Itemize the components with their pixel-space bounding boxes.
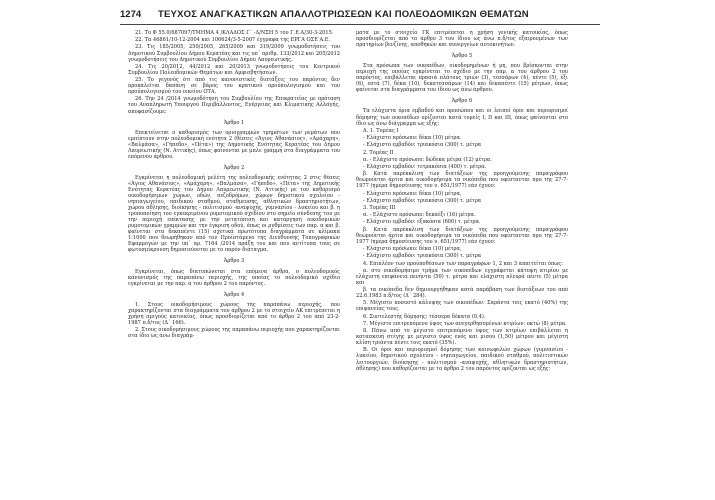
paragraph: 23. Τις 185/2005, 250/2005, 265/2009 και 319/2009 γνωμοδοτήσεις του Δημοτικού Συμβουλίου Δήμου Κερατέας και τις υπ΄ αριθμ. 133/2012 και 205/2012 γνωμοδοτήσεις του Δημοτικού Συμβουλίου Δήμου Λαυρεωτικής. — [128, 44, 340, 63]
paragraph: 21. Το Φ 55.0/687097/ΤΜΗΜΑ 4 /ΚΛΑΔΟΣ Γ΄ -Δ/ΝΣΗ 5 του Γ.Ε.Α/30-3-2015. — [135, 30, 334, 36]
article-heading: Άρθρο 2 — [223, 164, 245, 171]
article-heading: Άρθρο 3 — [223, 258, 245, 265]
paragraph: α. - Ελάχιστο πρόσωπο: δώδεκα μέτρα (12) μέτρα. — [363, 156, 492, 163]
paragraph: α. - Ελάχιστο πρόσωπο: δεκαέξι (16) μέτρα. — [363, 212, 476, 219]
paragraph: 3. Τομέας III — [363, 205, 396, 211]
page-number: 1274 — [120, 9, 142, 20]
right-column — [356, 30, 568, 373]
paragraph: - Ελάχιστο πρόσωπο: δέκα (10) μέτρα. — [363, 135, 462, 142]
paragraph: - Ελάχιστο εμβαδόν: τριακόσια (300) τ. μέτρα — [363, 197, 482, 204]
article-heading: Άρθρο 1 — [223, 119, 245, 126]
paragraph: Τα ελάχιστα όρια εμβαδού και προσώπου και οι λοιποί όροι και περιορισμοί δόμησης των οικοπέδων ορίζονται κατά τομείς I, II και III, όπως φαίνονται στο ίδιο ως άνω διάγραμμα ως εξής: — [356, 108, 568, 127]
paragraph: 25. Το γεγονός ότι από τις κανονιστικές διατάξεις του παρόντος δεν προκαλείται δαπάνη σε βάρος του κρατικού προϋπολογισμού και του προϋπολογισμού του οικείου ΟΤΑ. — [128, 77, 340, 96]
paragraph: 26. Την 24 /2014 γνωμοδότηση του Συμβουλίου της Επικρατείας με πρόταση του Αναπληρωτή Υπουργού Περιβάλλοντος, Ενέργειας και Κλιματικής Αλλαγής, αποφασίζουμε: — [128, 96, 340, 115]
paragraph: 1. Στους οικοδομήσιμους χώρους της παραπάνω περιοχής, που χαρακτηρίζονται στα διαγράμματα του άρθρου 2 με το στοιχείο ΑΚ επιτρέπεται η χρήση αμιγούς κατοικίας, όπως προσδιορίζεται από το άρθρο 2 του από 23-2-1987 π.δ/τος (Δ΄ 166). — [128, 301, 340, 326]
gazette-title: ΤΕΥΧΟΣ ΑΝΑΓΚΑΣΤΙΚΩΝ ΑΠΑΛΛΟΤΡΙΩΣΕΩΝ ΚΑΙ ΠΟΛΕΟΔΟΜΙΚΩΝ ΘΕΜΑΤΩΝ — [158, 9, 529, 20]
paragraph: 8. Πάνω από το μέγιστο επιτρεπόμενο ύψος των κτιρίων επιβάλλεται η κατασκευή στέγης με μέγιστο ύψος ενός και μισού (1,50) μέτρου και μέγιστη κλίση τριάντα πέντε τοις εκατό (35%). — [356, 328, 568, 347]
paragraph: 22. Τα 46861/10-12-2004 και 106624/3-5-2007 έγγραφα της ΕΡΓΑ ΟΣΕ Α.Ε. — [135, 37, 331, 44]
paragraph: 4. Επιπλέον των προϋποθέσεων των παραγράφων 1, 2 και 3 απαιτείται όπως: — [363, 260, 563, 267]
paragraph: β. Κατά παρέκκλιση των διατάξεων της προηγούμενης παραγράφου θεωρούνται άρτια και οικοδομήσιμα τα οικόπεδα που υφίστανται προ της 27-7-1977 (ημέρα δημοσίευσης του ν. 651/1977) εάν έχουν: — [356, 226, 568, 245]
paragraph: - Ελάχιστο εμβαδόν: τετρακόσια (400) τ. μέτρα. — [363, 163, 487, 170]
article-heading: Άρθρο 6 — [451, 98, 473, 105]
paragraph: 24. Τις 20/2012, 44/2012 και 20/2013 γνωμοδοτήσεις του Κεντρικού Συμβουλίου Πολεοδομικών Θεμάτων και Αμφισβητήσεων. — [128, 63, 340, 76]
paragraph: 2. Τομέας II — [363, 149, 394, 156]
paragraph: β. Κατά παρέκκλιση των διατάξεων της προηγούμενης παραγράφου θεωρούνται άρτια και οικοδομήσιμα τα οικόπεδα που υφίστανται προ της 27-7-1977 (ημέρα δημοσίευσης του ν. 651/1977) εάν έχουν: — [356, 171, 568, 190]
left-column — [128, 30, 340, 340]
paragraph: 2. Στους οικοδομήσιμους χώρους της παραπάνω περιοχής που χαρακτηρίζονται στα ίδιο ως άνω διαγράμ- — [128, 327, 340, 340]
article-heading: Άρθρο 4 — [223, 291, 245, 298]
paragraph: Β. Οι όροι και περιορισμοί δόμησης των κοινωφελών χώρων (γυμνασίου - λυκείου, δημοτικού σχολείου - νηπιαγωγείου, παιδικού σταθμού, πολιτιστικών λειτουργιών, διοίκησης - πολιτισμού -αναψυχής, αθλητικών δραστηριοτήτων, άθλησης) που καθορίζονται με το άρθρο 2 του παρόντος ορίζονται ως εξής: — [356, 347, 568, 372]
paragraph: - Ελάχιστο πρόσωπο: δέκα (10) μέτρα, — [363, 190, 462, 197]
paragraph: Εγκρίνεται η πολεοδομική μελέτη της πολεοδομικής ενότητας 2 στις θέσεις «Άγιος Αθανάσιος», «Αμάχαρη», «Βαλμάσα», «Γήπεδο», «Πέτα» της Δημοτικής Ενότητας Κερατέας του Δήμου Λαυρεωτικής (Ν. Αττικής) με τον καθορισμό οικοδομήσιμων χώρων, οδών, πεζοδρόμων, χώρων δημοτικού σχολείου - νηπιαγωγείου, παιδικού σταθμού, σταθμευσης, αθλητικών δραστηριοτήτων, χώρου άθλησης, διοίκησης - πολιτισμού -αναψυχής, γυμνασίου - λυκείου και β. η τροποποίηση του εγκεκριμένου ρυμοτομικού σχεδίου στο σημείο σύνδεσης του με την περιοχή επέκτασης με την μετατόπιση και κατάργηση οικοδομικών ρυμοτομικών γραμμών και την έγκριση οδού, όπως οι ρυθμίσεις των παρ. α και β. φαίνεται στα δεκαπέντε (15) σχετικά πρωτότυπα διαγράμματα σε κλίμακα 1:1000 που θεωρήθηκαν από τον Προϊστάμενο της Διεύθυνσης Τοπογραφικών Εφαρμογών με την υπ΄ αρ. 7164 /2014 πράξη του και που αντίτυπα τους σε φωτοσμίκρυνση δημοσιεύονται με το παρόν διάταγμα. — [128, 174, 340, 254]
paragraph: β. τα οικόπεδα δεν δημιουργήθηκαν κατά παράβαση των διατάξεων του από 22.6.1983 π.δ/τος (Δ΄ 284). — [356, 287, 568, 300]
paragraph: - Ελάχιστο πρόσωπο: δέκα (10) μέτρα, — [363, 246, 462, 253]
page-header — [120, 8, 600, 25]
paragraph: 6. Συντελεστής δόμησης: τέσσερα δέκατα (0,4). — [363, 313, 486, 320]
paragraph: α. στο οικοδομήσιμο τμήμα των οικοπέδων εγγράφεται κάτοψη κτιρίου με ελάχιστη επιφάνεια πενήντα (50) τ. μέτρα και ελάχιστη πλευρά πέντε (5) μέτρα και — [356, 267, 568, 286]
paragraph: Στα πρόσωπα των οικοπέδων, οικοδομημένων ή μη, που βρίσκονται στην περιοχή της οποίας εγκρίνεται το σχέδιο με την παρ. α του άρθρου 2 του παρόντος, επιβάλλεται πρασιά πλάτους τριών (3), τεσσάρων (4), πέντε (5), έξι (6), επτά (7), δέκα (10), δεκατεσσάρων (14) και δεκαπέντε (15) μέτρων, όπως φαίνεται στα διαγράμματα του ίδιου ως άνω άρθρου. — [356, 63, 568, 94]
paragraph: - Ελάχιστο εμβαδόν: τριακόσια (300) τ. μέτρα — [363, 142, 482, 149]
paragraph: - Ελάχιστο εμβαδόν: τριακόσια (300) τ. μέτρα — [363, 253, 482, 260]
paragraph: Α. 1. Τομέας I — [363, 127, 399, 134]
paragraph: ματα με το στοιχείο ΓΚ επιτρέπεται η χρήση γενικής κατοικίας, όπως προσδιορίζεται από το άρθρο 3 του ίδιου ως άνω π.δ/τος εξαιρουμένων των πρατηρίων βενζίνης, αποθηκών και συνεργείων αυτοκινήτων. — [356, 30, 568, 49]
article-heading: Άρθρο 5 — [451, 53, 473, 60]
paragraph: - Ελάχιστο εμβαδόν: εξακόσια (600) τ. μέτρα. — [363, 219, 481, 226]
paragraph: Εγκρίνεται, όπως διατυπώνεται στα επόμενα άρθρα, ο πολεοδομικός κανονισμός της παραπάνω περιοχής, της οποίας το πολεοδομικό σχέδιο εγκρίνεται με την παρ. α του άρθρου 2 του παρόντος. — [128, 268, 340, 287]
paragraph: Επεκτείνεται ο καθορισμός των οριογραμμών τμημάτων των ρεμάτων που εμπίπτουν στην πολεοδομική ενότητα 2 (θέσεις «Άγιος Αθανάσιος», «Αμάχαρη», «Βαλμάσα», «Γήπεδο», «Πέτα») της Δημοτικής Ενότητας Κερατέας του Δήμου Λαυρεωτικής (Ν. Αττικής), όπως φαίνονται με μπλε γραμμή στα διαγράμματα του επόμενου άρθρου. — [128, 129, 340, 160]
paragraph: 5. Μέγιστο ποσοστό κάλυψης των οικοπέδων: Σαράντα τοις εκατό (40%) της επιφανείας τους. — [356, 300, 568, 313]
paragraph: 7. Μέγιστο επιτρεπόμενο ύψος των ανεγερθησομένων κτιρίων: οκτώ (8) μέτρα. — [363, 320, 567, 327]
